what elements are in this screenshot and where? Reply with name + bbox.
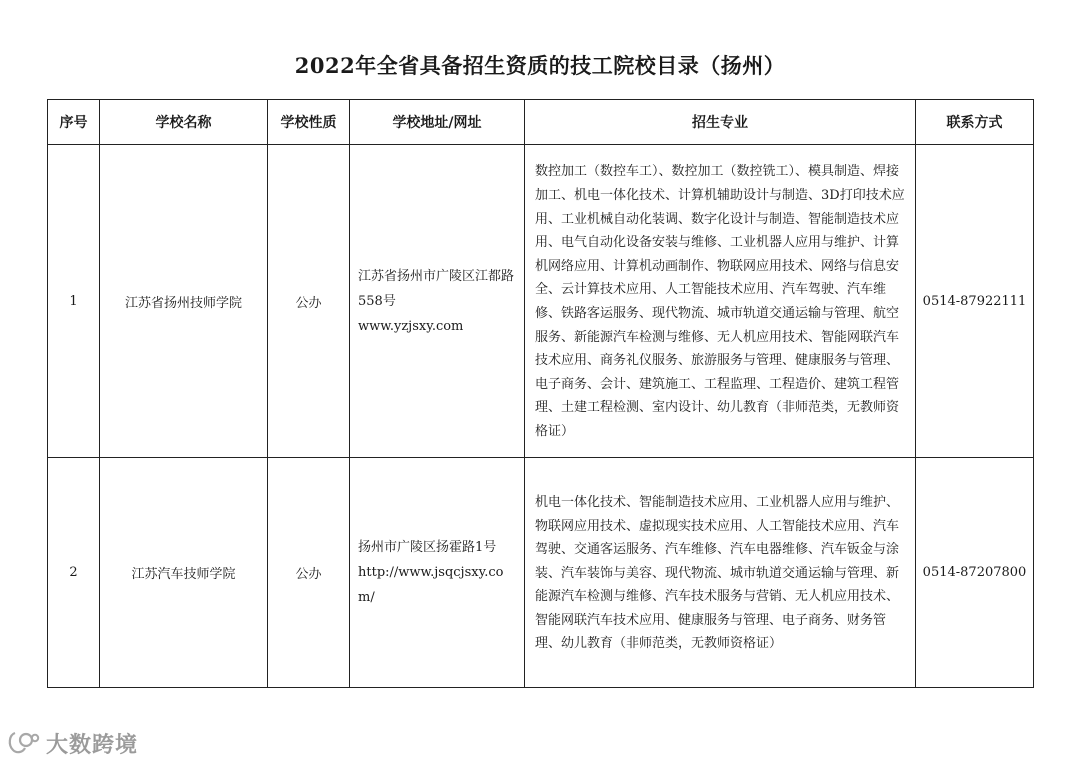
address-text: 扬州市广陵区扬霍路1号 xyxy=(358,540,497,555)
cell-contact: 0514-87922111 xyxy=(916,145,1034,458)
header-address: 学校地址/网址 xyxy=(350,100,525,145)
cell-school-type: 公办 xyxy=(268,458,350,688)
website-text: www.yzjsxy.com xyxy=(358,318,464,334)
header-type: 学校性质 xyxy=(268,100,350,145)
cell-contact: 0514-87207800 xyxy=(916,458,1034,688)
address-text: 江苏省扬州市广陵区江都路558号 xyxy=(358,268,515,309)
header-contact: 联系方式 xyxy=(916,100,1034,145)
header-no: 序号 xyxy=(48,100,100,145)
cell-address xyxy=(350,458,525,688)
header-row xyxy=(48,100,1034,145)
watermark xyxy=(6,728,138,759)
cell-school-type: 公办 xyxy=(268,145,350,458)
table-row xyxy=(48,145,1034,458)
watermark-text: 大数跨境 xyxy=(46,733,139,758)
logo-icon xyxy=(6,729,40,759)
cell-no: 2 xyxy=(48,458,100,688)
cell-no: 1 xyxy=(48,145,100,458)
cell-address xyxy=(350,145,525,458)
cell-majors: 数控加工（数控车工）、数控加工（数控铣工）、模具制造、焊接加工、机电一体化技术、计算机辅助设计与制造、3D打印技术应用、工业机械自动化装调、数字化设计与制造、智能制造技术应用、电气自动化设备安装与维修、工业机器人应用与维护、计算机网络应用、计算机动画制作、物联网应用技术、网络与信息安全、云计算技术应用、人工智能技术应用、汽车驾驶、汽车维修、铁路客运服务、现代物流、城市轨道交通运输与管理、航空服务、新能源汽车检测与维修、无人机应用技术、智能网联汽车技术应用、商务礼仪服务、旅游服务与管理、健康服务与管理、电子商务、会计、建筑施工、工程监理、工程造价、建筑工程管理、土建工程检测、室内设计、幼儿教育（非师范类，无教师资格证） xyxy=(525,145,916,458)
website-text: http://www.jsqcjsxy.com/ xyxy=(358,565,504,605)
header-name: 学校名称 xyxy=(100,100,268,145)
cell-majors: 机电一体化技术、智能制造技术应用、工业机器人应用与维护、物联网应用技术、虚拟现实技术应用、人工智能技术应用、汽车驾驶、交通客运服务、汽车维修、汽车电器维修、汽车钣金与涂装、汽车装饰与美容、现代物流、城市轨道交通运输与管理、新能源汽车检测与维修、汽车技术服务与营销、无人机应用技术、智能网联汽车技术应用、健康服务与管理、电子商务、财务管理、幼儿教育（非师范类，无教师资格证） xyxy=(525,458,916,688)
cell-school-name: 江苏省扬州技师学院 xyxy=(100,145,268,458)
header-majors: 招生专业 xyxy=(525,100,916,145)
table-row xyxy=(48,458,1034,688)
school-table xyxy=(47,99,1034,688)
cell-school-name: 江苏汽车技师学院 xyxy=(100,458,268,688)
page-title: 2022年全省具备招生资质的技工院校目录（扬州） xyxy=(294,53,786,78)
